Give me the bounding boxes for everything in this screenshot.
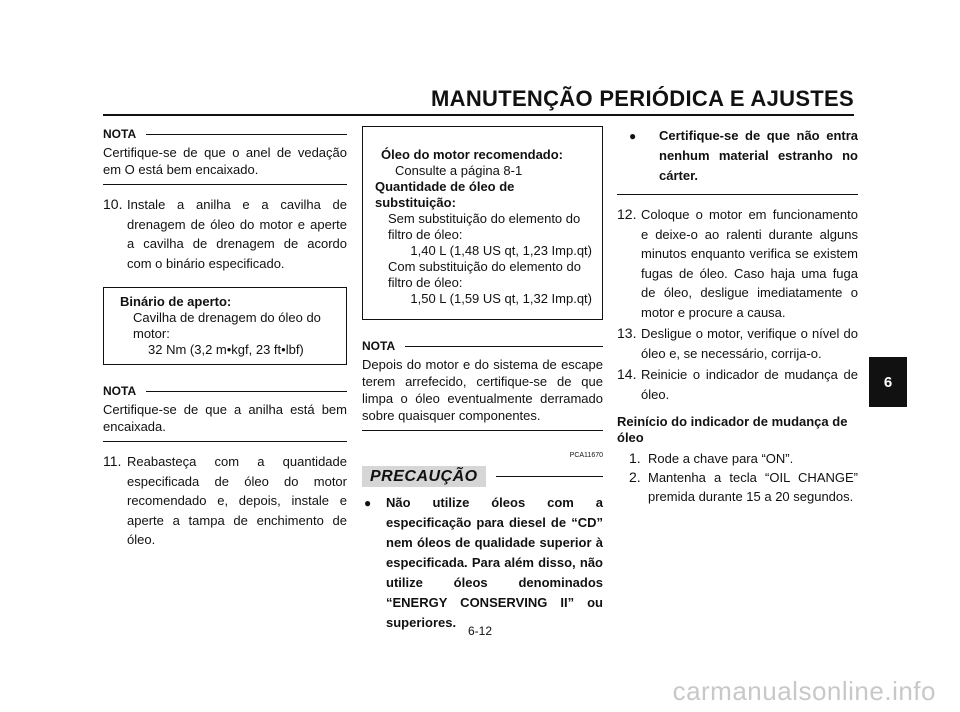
oil-recommended-ref: Consulte a página 8-1: [395, 163, 523, 178]
caution-heading: [362, 466, 603, 487]
nota-label: NOTA: [103, 127, 137, 141]
step-number: 11.: [103, 453, 122, 469]
step-text: Reabasteça com a quantidade especificada de óleo do motor recomendado e, depois, instale e aperte a tampa de enchimento de óleo.: [127, 454, 347, 547]
column-3: [617, 126, 858, 506]
nota-end-rule: [362, 430, 603, 431]
nota-rule: [146, 134, 347, 135]
nota-end-rule: [103, 184, 347, 185]
watermark: carmanualsonline.info: [672, 676, 936, 706]
torque-title: Binário de aperto:: [120, 294, 232, 309]
step-text: Desligue o motor, verifique o nível do óleo e, se necessário, corrija-o.: [641, 326, 858, 361]
page-title: MANUTENÇÃO PERIÓDICA E AJUSTES: [431, 86, 854, 111]
sub-step-number: 2.: [629, 469, 641, 485]
sub-step-number: 1.: [629, 450, 641, 466]
step-13: [617, 324, 858, 363]
step-text: Reinicie o indicador de mudança de óleo.: [641, 367, 858, 402]
nota-heading: [362, 338, 603, 355]
nota-heading: [103, 383, 347, 400]
step-14: [617, 365, 858, 404]
caution-end-rule: [617, 194, 858, 195]
torque-box: [103, 287, 347, 365]
step-number: 14.: [617, 366, 637, 382]
oil-box: [362, 126, 603, 320]
step-12: [617, 205, 858, 322]
header-rule: [103, 114, 854, 116]
column-2: [362, 126, 603, 633]
caution-text: Certifique-se de que não entra nenhum material estranho no cárter.: [659, 128, 858, 183]
torque-value: 32 Nm (3,2 m•kgf, 23 ft•lbf): [148, 342, 304, 357]
step-text: Coloque o motor em funcionamento e deixe-o ao ralenti durante alguns minutos enquanto verifica se existem fugas de óleo. Caso haja uma fuga de óleo, desligue imediatamente o motor e procure a causa.: [641, 207, 858, 320]
sub-step-text: Mantenha a tecla “OIL CHANGE” premida durante 15 a 20 segundos.: [648, 470, 858, 504]
step-11: [103, 452, 347, 550]
sub-step-text: Rode a chave para “ON”.: [648, 451, 794, 466]
page-number: 6-12: [467, 624, 493, 638]
nota-label: NOTA: [362, 339, 396, 353]
nota-heading: [103, 126, 347, 143]
step-number: 12.: [617, 206, 637, 222]
nota-label: NOTA: [103, 384, 137, 398]
sub-step-2: [629, 468, 858, 506]
nota-text: Certifique-se de que o anel de vedação em O está bem encaixado.: [103, 145, 347, 177]
oil-recommended-title: Óleo do motor recomendado:: [381, 147, 564, 162]
step-text: Instale a anilha e a cavilha de drenagem de óleo do motor e aperte a cavilha de drenagem de acordo com o binário especificado.: [127, 197, 347, 271]
bullet-icon: ●: [629, 129, 637, 143]
oil-quantity-value-2: 1,50 L (1,59 US qt, 1,32 Imp.qt): [410, 291, 592, 306]
nota-end-rule: [103, 441, 347, 442]
nota-rule: [146, 391, 347, 392]
caution-code: PCA11670: [569, 452, 603, 459]
caution-bullet: [362, 493, 603, 633]
step-number: 10.: [103, 196, 123, 212]
caution-bullet: [617, 126, 858, 186]
step-number: 13.: [617, 325, 637, 341]
oil-quantity-with-filter: Com substituição do elemento do filtro de óleo:: [388, 259, 581, 290]
caution-rule: [496, 476, 603, 477]
nota-text: Certifique-se de que a anilha está bem encaixada.: [103, 402, 347, 434]
step-10: [103, 195, 347, 273]
caution-label: PRECAUÇÃO: [362, 466, 486, 487]
chapter-tab: 6: [869, 357, 907, 407]
column-1: [103, 126, 347, 552]
oil-quantity-value-1: 1,40 L (1,48 US qt, 1,23 Imp.qt): [410, 243, 592, 258]
bullet-icon: ●: [364, 496, 372, 510]
sub-step-1: [629, 449, 858, 468]
section-title: Reinício do indicador de mudança de óleo: [617, 414, 848, 445]
nota-text: Depois do motor e do sistema de escape terem arrefecido, certifique-se de que limpa o óleo eventualmente derramado sobre quaisquer componentes.: [362, 357, 603, 423]
caution-text: Não utilize óleos com a especificação para diesel de “CD” nem óleos de qualidade superior à especificada. Para além disso, não utilize óleos denominados “ENERGY CONSERVING II” ou superiores.: [386, 495, 603, 630]
oil-quantity-title: Quantidade de óleo de substituição:: [375, 179, 515, 210]
oil-quantity-without-filter: Sem substituição do elemento do filtro de óleo:: [388, 211, 581, 242]
nota-rule: [405, 346, 603, 347]
torque-item: Cavilha de drenagem do óleo do motor:: [133, 310, 321, 341]
